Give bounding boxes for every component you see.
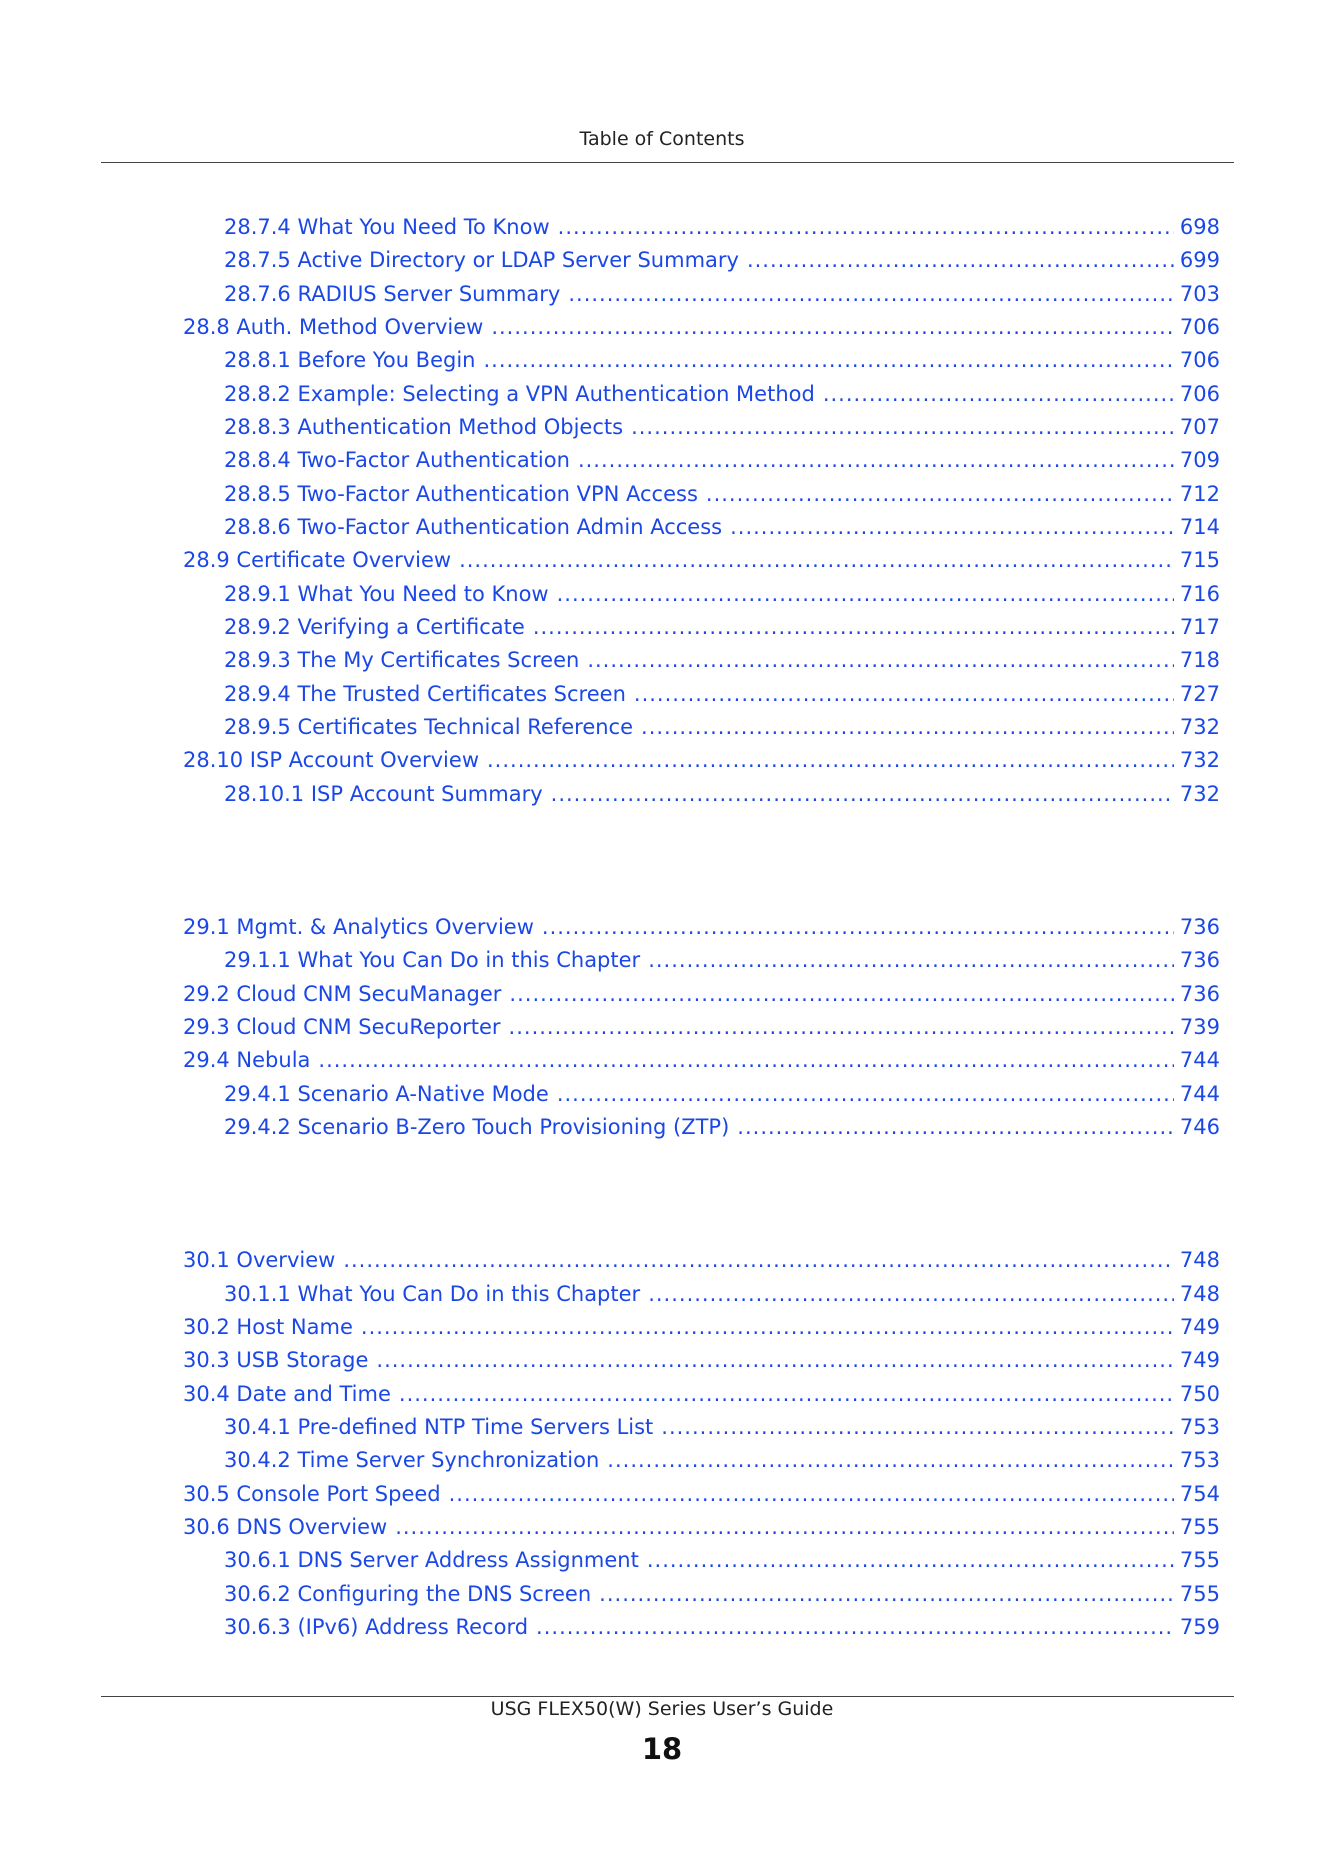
toc-entry-label: 29.1 Mgmt. & Analytics Overview <box>183 915 534 939</box>
toc-entry-page: 732 <box>1179 715 1220 739</box>
toc-entry-page: 727 <box>1179 682 1220 706</box>
toc-leader-dots <box>459 543 1174 577</box>
toc-leader-dots <box>361 1310 1174 1344</box>
toc-entry-label: 30.3 USB Storage <box>183 1348 369 1372</box>
toc-entry-label: 28.8 Auth. Method Overview <box>183 315 484 339</box>
toc-entry-page: 706 <box>1179 348 1220 372</box>
toc-entry-label: 28.7.5 Active Directory or LDAP Server Summary <box>224 248 739 272</box>
toc-entry-label: 28.9.3 The My Certificates Screen <box>224 648 580 672</box>
toc-entry[interactable] <box>224 377 1220 411</box>
toc-leader-dots <box>399 1377 1174 1411</box>
toc-leader-dots <box>634 677 1174 711</box>
toc-leader-dots <box>641 710 1174 744</box>
toc-entry-label: 28.9.5 Certificates Technical Reference <box>224 715 634 739</box>
toc-entry[interactable] <box>224 1543 1220 1577</box>
toc-entry[interactable] <box>224 1410 1220 1444</box>
toc-leader-dots <box>395 1510 1174 1544</box>
toc-entry-page: 717 <box>1179 615 1220 639</box>
toc-entry-label: 29.4.2 Scenario B-Zero Touch Provisioning (ZTP) <box>224 1115 730 1139</box>
toc-entry-page: 716 <box>1179 582 1220 606</box>
toc-list <box>183 0 1220 1680</box>
toc-entry[interactable] <box>224 643 1220 677</box>
toc-entry-page: 718 <box>1179 648 1220 672</box>
toc-entry[interactable] <box>183 1310 1220 1344</box>
toc-entry-label: 28.10.1 ISP Account Summary <box>224 782 543 806</box>
toc-entry-page: 706 <box>1179 315 1220 339</box>
toc-entry[interactable] <box>224 443 1220 477</box>
toc-entry-label: 30.6.1 DNS Server Address Assignment <box>224 1548 639 1572</box>
toc-leader-dots <box>730 510 1174 544</box>
toc-entry-page: 748 <box>1179 1282 1220 1306</box>
toc-leader-dots <box>648 943 1174 977</box>
toc-leader-dots <box>536 1610 1174 1644</box>
toc-entry-label: 30.6 DNS Overview <box>183 1515 388 1539</box>
toc-entry-page: 698 <box>1179 215 1220 239</box>
toc-leader-dots <box>557 577 1174 611</box>
toc-leader-dots <box>631 410 1174 444</box>
toc-entry-label: 28.9.4 The Trusted Certificates Screen <box>224 682 626 706</box>
toc-entry-page: 746 <box>1179 1115 1220 1139</box>
toc-entry-page: 750 <box>1179 1382 1220 1406</box>
toc-entry[interactable] <box>183 977 1220 1011</box>
footer-page-number: 18 <box>641 1732 683 1766</box>
toc-entry[interactable] <box>183 1477 1220 1511</box>
toc-entry-label: 29.4.1 Scenario A-Native Mode <box>224 1082 549 1106</box>
toc-entry-label: 30.6.2 Configuring the DNS Screen <box>224 1582 592 1606</box>
toc-leader-dots <box>509 977 1173 1011</box>
toc-entry-page: 759 <box>1179 1615 1220 1639</box>
toc-entry[interactable] <box>224 277 1220 311</box>
toc-entry[interactable] <box>183 1243 1220 1277</box>
toc-entry[interactable] <box>224 243 1220 277</box>
toc-entry-page: 732 <box>1179 782 1220 806</box>
toc-entry-page: 749 <box>1179 1315 1220 1339</box>
toc-entry[interactable] <box>183 1510 1220 1544</box>
toc-entry-page: 754 <box>1179 1482 1220 1506</box>
toc-entry[interactable] <box>224 210 1220 244</box>
page-header-title: Table of Contents <box>579 128 745 150</box>
toc-entry-page: 714 <box>1179 515 1220 539</box>
toc-leader-dots <box>449 1477 1174 1511</box>
toc-entry-page: 709 <box>1179 448 1220 472</box>
toc-leader-dots <box>557 1077 1174 1111</box>
toc-entry-page: 753 <box>1179 1415 1220 1439</box>
toc-entry-label: 29.2 Cloud CNM SecuManager <box>183 982 502 1006</box>
toc-entry-page: 706 <box>1179 382 1220 406</box>
toc-leader-dots <box>737 1110 1174 1144</box>
toc-entry[interactable] <box>224 710 1220 744</box>
toc-entry-page: 736 <box>1179 915 1220 939</box>
toc-entry[interactable] <box>224 943 1220 977</box>
toc-entry-page: 707 <box>1179 415 1220 439</box>
toc-entry[interactable] <box>183 743 1220 777</box>
toc-leader-dots <box>747 243 1174 277</box>
toc-entry-page: 755 <box>1179 1515 1220 1539</box>
toc-entry[interactable] <box>224 510 1220 544</box>
toc-entry[interactable] <box>224 777 1220 811</box>
toc-leader-dots <box>551 777 1174 811</box>
toc-leader-dots <box>483 343 1173 377</box>
toc-entry-label: 28.8.1 Before You Begin <box>224 348 476 372</box>
toc-entry-page: 712 <box>1179 482 1220 506</box>
toc-entry[interactable] <box>224 410 1220 444</box>
toc-entry-page: 699 <box>1179 248 1220 272</box>
toc-entry-label: 28.10 ISP Account Overview <box>183 748 479 772</box>
toc-entry-page: 739 <box>1179 1015 1220 1039</box>
toc-entry-page: 703 <box>1179 282 1220 306</box>
toc-entry[interactable] <box>224 577 1220 611</box>
toc-entry-page: 736 <box>1179 982 1220 1006</box>
toc-entry-label: 28.9 Certificate Overview <box>183 548 452 572</box>
toc-entry-label: 28.7.4 What You Need To Know <box>224 215 550 239</box>
toc-entry-page: 755 <box>1179 1582 1220 1606</box>
toc-leader-dots <box>533 610 1174 644</box>
toc-entry-label: 28.9.1 What You Need to Know <box>224 582 549 606</box>
toc-leader-dots <box>823 377 1174 411</box>
toc-leader-dots <box>607 1443 1174 1477</box>
toc-entry-label: 29.3 Cloud CNM SecuReporter <box>183 1015 501 1039</box>
toc-entry[interactable] <box>183 910 1220 944</box>
footer-divider <box>101 1696 1234 1697</box>
toc-entry[interactable] <box>224 343 1220 377</box>
toc-entry-page: 753 <box>1179 1448 1220 1472</box>
toc-entry-page: 736 <box>1179 948 1220 972</box>
toc-leader-dots <box>343 1243 1174 1277</box>
toc-entry-label: 28.8.2 Example: Selecting a VPN Authentication Method <box>224 382 815 406</box>
toc-entry[interactable] <box>224 610 1220 644</box>
toc-entry-label: 30.1.1 What You Can Do in this Chapter <box>224 1282 641 1306</box>
toc-entry[interactable] <box>183 310 1220 344</box>
toc-entry-label: 28.9.2 Verifying a Certificate <box>224 615 525 639</box>
toc-entry[interactable] <box>224 1277 1220 1311</box>
toc-entry-page: 744 <box>1179 1082 1220 1106</box>
toc-entry-label: 28.8.3 Authentication Method Objects <box>224 415 624 439</box>
toc-leader-dots <box>706 477 1174 511</box>
toc-leader-dots <box>647 1543 1174 1577</box>
toc-entry-label: 29.4 Nebula <box>183 1048 311 1072</box>
toc-entry[interactable] <box>224 1443 1220 1477</box>
toc-leader-dots <box>376 1343 1174 1377</box>
toc-entry-label: 30.4.2 Time Server Synchronization <box>224 1448 600 1472</box>
toc-leader-dots <box>661 1410 1174 1444</box>
toc-entry[interactable] <box>224 1110 1220 1144</box>
toc-entry[interactable] <box>183 1377 1220 1411</box>
toc-entry-label: 30.4.1 Pre-defined NTP Time Servers List <box>224 1415 654 1439</box>
toc-leader-dots <box>648 1277 1174 1311</box>
toc-entry-label: 30.4 Date and Time <box>183 1382 391 1406</box>
toc-leader-dots <box>599 1577 1174 1611</box>
toc-entry[interactable] <box>224 1610 1220 1644</box>
toc-entry-page: 748 <box>1179 1248 1220 1272</box>
toc-leader-dots <box>568 277 1174 311</box>
toc-entry-label: 30.5 Console Port Speed <box>183 1482 441 1506</box>
toc-leader-dots <box>558 210 1174 244</box>
toc-leader-dots <box>587 643 1174 677</box>
toc-entry-label: 28.8.4 Two-Factor Authentication <box>224 448 570 472</box>
toc-entry-page: 732 <box>1179 748 1220 772</box>
toc-entry[interactable] <box>224 1577 1220 1611</box>
toc-leader-dots <box>509 1010 1174 1044</box>
toc-entry[interactable] <box>183 543 1220 577</box>
toc-entry-page: 755 <box>1179 1548 1220 1572</box>
toc-entry[interactable] <box>224 677 1220 711</box>
toc-entry-label: 28.8.6 Two-Factor Authentication Admin Access <box>224 515 723 539</box>
toc-leader-dots <box>318 1043 1174 1077</box>
toc-leader-dots <box>578 443 1174 477</box>
footer-guide-title: USG FLEX50(W) Series User’s Guide <box>490 1698 834 1720</box>
toc-entry-label: 28.7.6 RADIUS Server Summary <box>224 282 561 306</box>
toc-leader-dots <box>542 910 1174 944</box>
toc-entry-label: 30.1 Overview <box>183 1248 336 1272</box>
toc-entry-label: 28.8.5 Two-Factor Authentication VPN Access <box>224 482 698 506</box>
toc-entry[interactable] <box>224 477 1220 511</box>
toc-entry[interactable] <box>183 1343 1220 1377</box>
toc-entry-label: 30.2 Host Name <box>183 1315 353 1339</box>
toc-entry-page: 744 <box>1179 1048 1220 1072</box>
toc-entry[interactable] <box>183 1010 1220 1044</box>
toc-entry-page: 715 <box>1179 548 1220 572</box>
toc-entry-label: 29.1.1 What You Can Do in this Chapter <box>224 948 641 972</box>
toc-entry-page: 749 <box>1179 1348 1220 1372</box>
toc-entry[interactable] <box>224 1077 1220 1111</box>
toc-entry[interactable] <box>183 1043 1220 1077</box>
toc-entry-label: 30.6.3 (IPv6) Address Record <box>224 1615 529 1639</box>
toc-leader-dots <box>487 743 1174 777</box>
toc-leader-dots <box>491 310 1174 344</box>
